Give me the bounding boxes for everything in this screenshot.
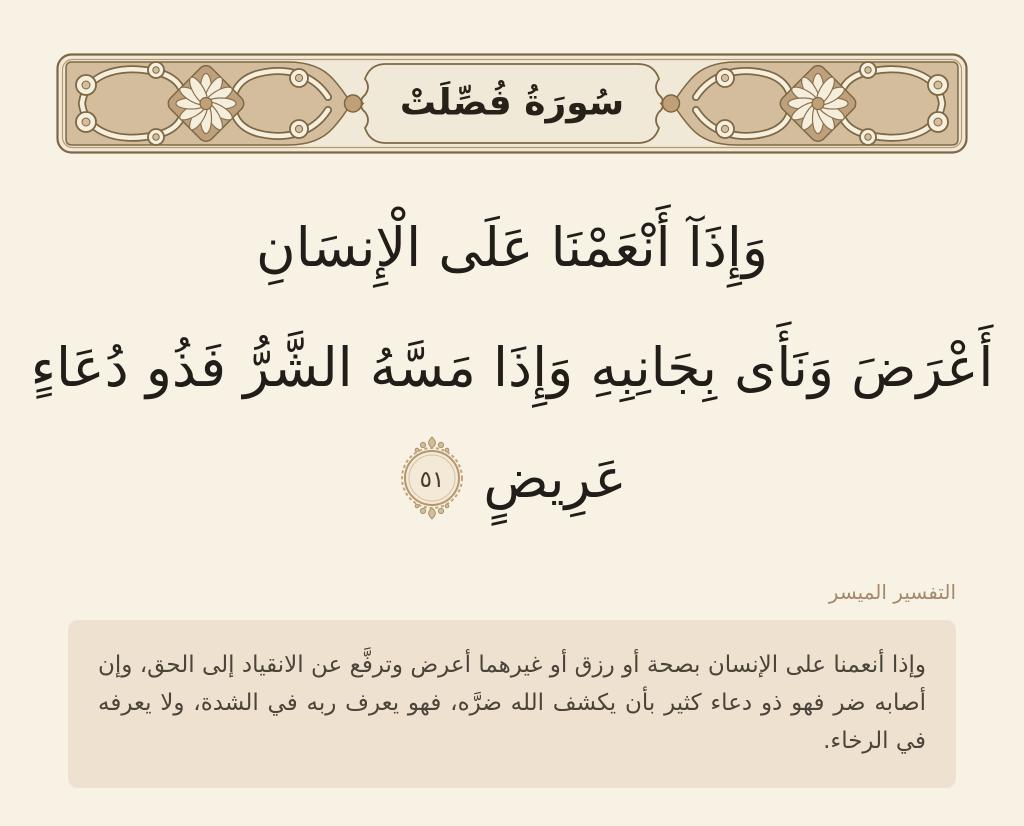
verse-last-word: عَرِيضٍ [483, 446, 627, 510]
tafsir-source-label: التفسير الميسر [828, 580, 956, 604]
surah-header-banner [56, 53, 968, 154]
verse-line-2: أَعْرَضَ وَنَأَى بِجَانِبِهِ وَإِذَا مَسَّهُ الشَّرُّ فَذُو دُعَاءٍ [30, 336, 994, 399]
verse-number: ٥١ [420, 467, 445, 493]
verse-number-medallion [397, 436, 467, 520]
tafsir-section [68, 580, 956, 788]
tafsir-box [68, 620, 956, 788]
surah-title: سُورَةُ فُصِّلَتْ [399, 82, 625, 124]
verse-text [0, 188, 1024, 528]
tafsir-text: وإذا أنعمنا على الإنسان بصحة أو رزق أو غيرهما أعرض وترفَّع عن الانقياد إلى الحق، وإن أصابه ضر فهو ذو دعاء كثير بأن يكشف الله ضرَّه، فهو يعرف ربه في الشدة، ولا يعرفه في الرخاء. [98, 652, 926, 754]
verse-line-3 [0, 428, 1024, 528]
verse-line-1: وَإِذَآ أَنْعَمْنَا عَلَى الْإِنسَانِ [256, 216, 768, 279]
